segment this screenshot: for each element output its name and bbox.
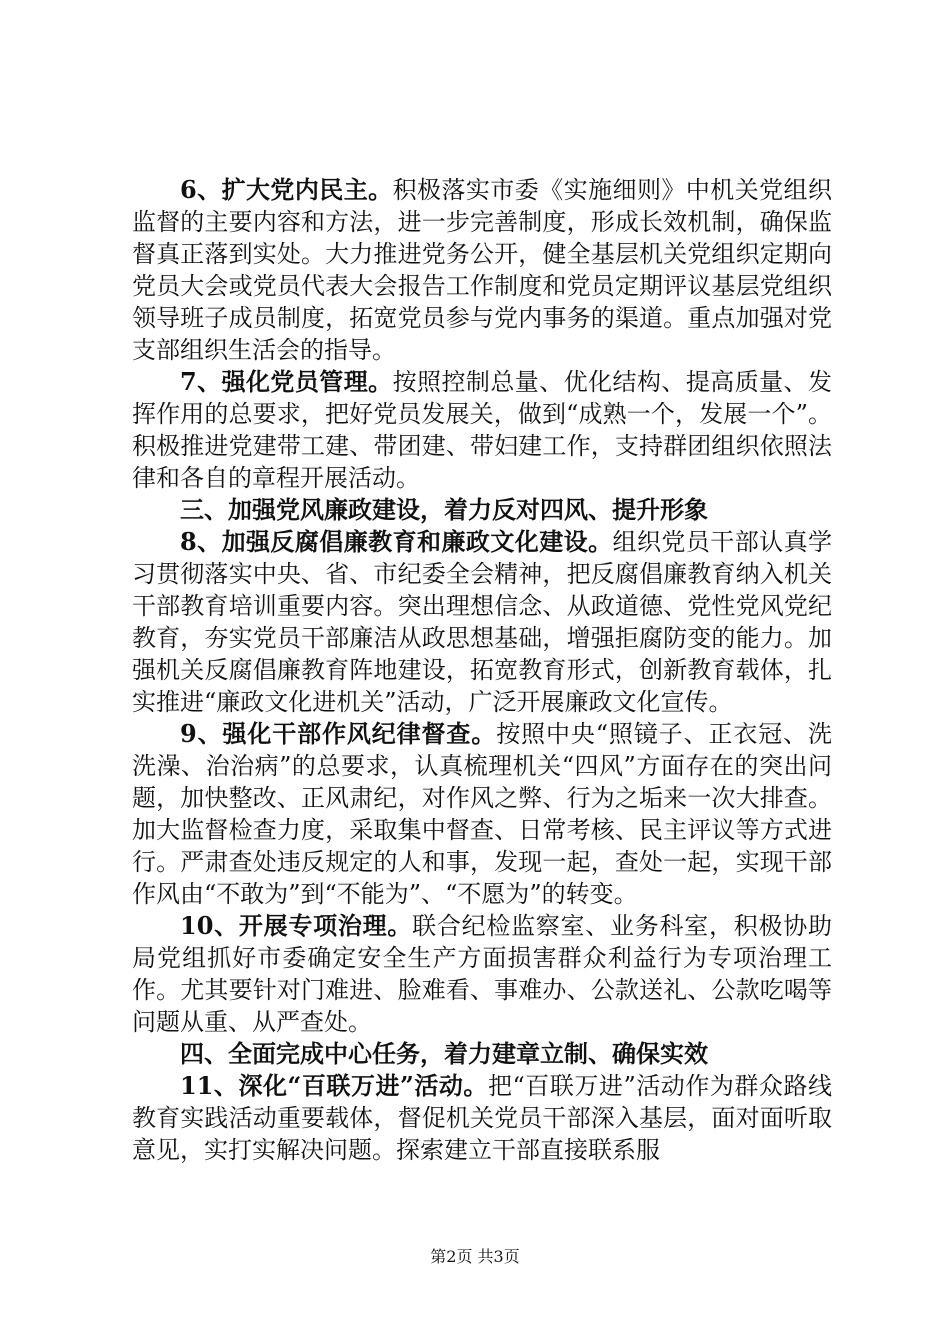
paragraph-8 <box>132 526 832 718</box>
paragraph-lead: 9、强化干部作风纪律督查。 <box>180 719 497 748</box>
paragraph-text: 按照中央“照镜子、正衣冠、洗洗澡、治治病”的总要求，认真梳理机关“四风”方面存在的突出问题，加快整改、正风肃纪，对作风之弊、行为之垢来一次大排查。加大监督检查力度，采取集中督查、日常考核、民主评议等方式进行。严肃查处违反规定的人和事，发现一起，查处一起，实现干部作风由“不敢为”到“不能为”、“不愿为”的转变。 <box>132 720 832 908</box>
paragraph-text: 按照控制总量、优化结构、提高质量、发挥作用的总要求，把好党员发展关，做到“成熟一个，发展一个”。积极推进党建带工建、带团建、带妇建工作，支持群团组织依照法律和各自的章程开展活动。 <box>132 368 832 492</box>
paragraph-10 <box>132 910 832 1038</box>
paragraph-lead: 6、扩大党内民主。 <box>180 175 393 204</box>
paragraph-lead: 8、加强反腐倡廉教育和廉政文化建设。 <box>180 527 613 556</box>
paragraph-text: 联合纪检监察室、业务科室，积极协助局党组抓好市委确定安全生产方面损害群众利益行为专项治理工作。尤其要针对门难进、脸难看、事难办、公款送礼、公款吃喝等问题从重、从严查处。 <box>132 912 832 1036</box>
paragraph-11 <box>132 1070 832 1166</box>
paragraph-lead: 10、开展专项治理。 <box>180 911 413 940</box>
paragraph-7 <box>132 366 832 494</box>
paragraph-text: 组织党员干部认真学习贯彻落实中央、省、市纪委全会精神，把反腐倡廉教育纳入机关干部教育培训重要内容。突出理想信念、从政道德、党性党风党纪教育，夯实党员干部廉洁从政思想基础，增强拒腐防变的能力。加强机关反腐倡廉教育阵地建设，拓宽教育形式，创新教育载体，扎实推进“廉政文化进机关”活动，广泛开展廉政文化宣传。 <box>132 528 833 716</box>
paragraph-9 <box>132 718 832 910</box>
section-heading-3: 三、加强党风廉政建设，着力反对四风、提升形象 <box>180 495 708 524</box>
paragraph-6 <box>132 174 832 366</box>
page-footer: 第2页 共3页 <box>430 1247 520 1266</box>
paragraph-text: 积极落实市委《实施细则》中机关党组织监督的主要内容和方法，进一步完善制度，形成长效机制，确保监督真正落到实处。大力推进党务公开，健全基层机关党组织定期向党员大会或党员代表大会报告工作制度和党员定期评议基层党组织领导班子成员制度，拓宽党员参与党内事务的渠道。重点加强对党支部组织生活会的指导。 <box>132 176 832 364</box>
document-body <box>132 174 832 1166</box>
paragraph-lead: 7、强化党员管理。 <box>180 367 393 396</box>
section-heading-4: 四、全面完成中心任务，着力建章立制、确保实效 <box>180 1039 708 1068</box>
paragraph-lead: 11、深化“百联万进”活动。 <box>180 1071 488 1100</box>
paragraph-text: 把“百联万进”活动作为群众路线教育实践活动重要载体，督促机关党员干部深入基层，面对面听取意见，实打实解决问题。探索建立干部直接联系服 <box>132 1072 832 1164</box>
